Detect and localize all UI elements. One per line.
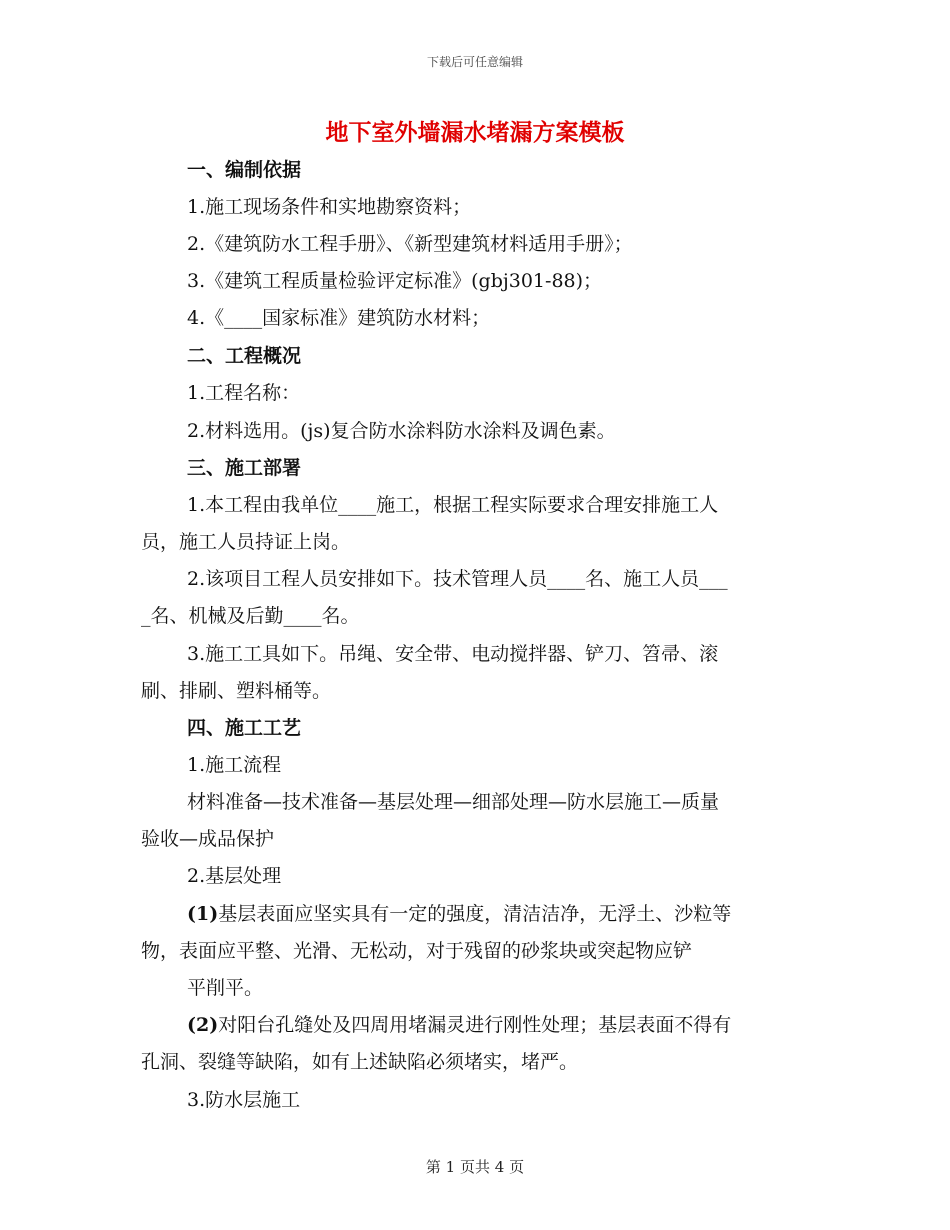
process-subheading-3: 3.防水层施工	[187, 1089, 301, 1111]
deploy-para-3-line-1: 3.施工工具如下。吊绳、安全带、电动搅拌器、铲刀、笤帚、滚	[187, 643, 719, 665]
process-subheading-1: 1.施工流程	[187, 754, 282, 776]
base-para-2-line-2: 孔洞、裂缝等缺陷，如有上述缺陷必须堵实，堵严。	[141, 1051, 579, 1073]
section-heading-2: 二、工程概况	[187, 345, 302, 367]
base-para-2-line-1	[187, 1012, 731, 1038]
deploy-para-1-line-2: 员，施工人员持证上岗。	[141, 531, 351, 553]
base-para-1-number: (1)	[187, 903, 219, 925]
basis-item-3: 3.《建筑工程质量检验评定标准》(gbj301-88)；	[187, 270, 603, 292]
deploy-para-2-line-1: 2.该项目工程人员安排如下。技术管理人员____名、施工人员___	[187, 568, 728, 590]
basis-item-1: 1.施工现场条件和实地勘察资料；	[187, 196, 472, 218]
base-para-2-number: (2)	[187, 1014, 219, 1036]
section-heading-1: 一、编制依据	[187, 159, 302, 181]
process-flow-line-1: 材料准备—技术准备—基层处理—细部处理—防水层施工—质量	[187, 791, 720, 813]
basis-item-4: 4.《____国家标准》建筑防水材料；	[187, 307, 491, 329]
page-footer: 第 1 页共 4 页	[425, 1158, 525, 1176]
overview-item-2: 2.材料选用。(js)复合防水涂料防水涂料及调色素。	[187, 420, 616, 442]
overview-item-1: 1.工程名称：	[187, 382, 301, 404]
section-heading-3: 三、施工部署	[187, 457, 302, 479]
process-flow-line-2: 验收—成品保护	[141, 828, 275, 850]
base-para-1-line-3: 平削平。	[187, 977, 264, 999]
base-para-2-text: 对阳台孔缝处及四周用堵漏灵进行刚性处理；基层表面不得有	[218, 1014, 732, 1036]
base-para-1-line-2: 物，表面应平整、光滑、无松动，对于残留的砂浆块或突起物应铲	[141, 940, 693, 962]
deploy-para-1-line-1: 1.本工程由我单位____施工，根据工程实际要求合理安排施工人	[187, 494, 719, 516]
deploy-para-3-line-2: 刷、排刷、塑料桶等。	[141, 680, 332, 702]
basis-item-2: 2.《建筑防水工程手册》、《新型建筑材料适用手册》；	[187, 233, 633, 255]
base-para-1-line-1	[187, 901, 731, 927]
deploy-para-2-line-2: _名、机械及后勤____名。	[141, 605, 360, 627]
page-header: 下载后可任意编辑	[426, 55, 523, 69]
base-para-1-text: 基层表面应坚实具有一定的强度，清洁洁净，无浮土、沙粒等	[218, 903, 732, 925]
process-subheading-2: 2.基层处理	[187, 865, 282, 887]
document-title: 地下室外墙漏水堵漏方案模板	[325, 120, 625, 146]
section-heading-4: 四、施工工艺	[187, 717, 302, 739]
